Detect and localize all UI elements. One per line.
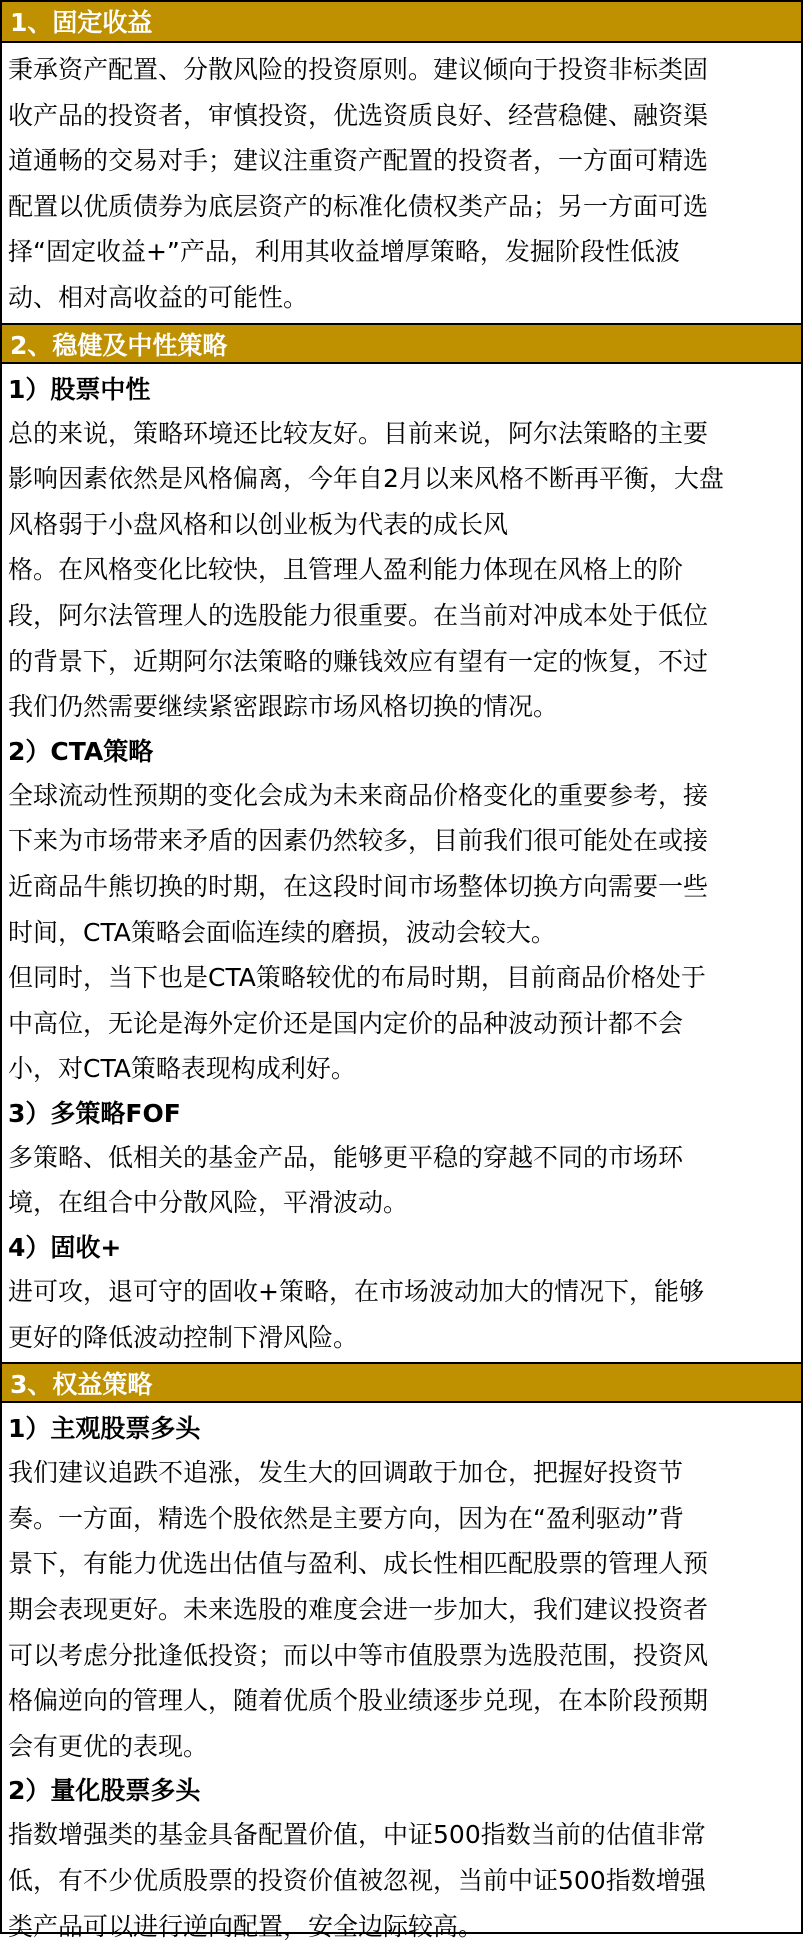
section-content [2, 43, 801, 323]
content-block [8, 1769, 791, 1949]
paragraph-line: 近商品牛熊切换的时期，在这段时间市场整体切换方向需要一些 [8, 871, 709, 901]
paragraph-line: 段，阿尔法管理人的选股能力很重要。在当前对冲成本处于低位 [8, 600, 709, 630]
content-block [8, 730, 791, 1092]
paragraph-line: 格偏逆向的管理人，随着优质个股业绩逐步兑现，在本阶段预期 [8, 1686, 709, 1716]
paragraph-line: 秉承资产配置、分散风险的投资原则。建议倾向于投资非标类固 [8, 55, 709, 84]
paragraph-line: 更好的降低波动控制下滑风险。 [8, 1322, 359, 1352]
paragraph-line: 的背景下，近期阿尔法策略的赚钱效应有望有一定的恢复，不过 [8, 646, 709, 676]
paragraph-line: 择“固定收益+”产品，利用其收益增厚策略，发掘阶段性低波 [8, 237, 680, 267]
section-title: 1、固定收益 [2, 2, 801, 43]
paragraph-line: 指数增强类的基金具备配置价值，中证500指数当前的估值非常 [8, 1820, 706, 1850]
paragraph-line: 低，有不少优质股票的投资价值被忽视，当前中证500指数增强 [8, 1866, 706, 1895]
paragraph-line: 格。在风格变化比较快，且管理人盈利能力体现在风格上的阶 [8, 555, 684, 585]
paragraph-line: 进可攻，退可守的固收+策略，在市场波动加大的情况下，能够 [8, 1277, 704, 1307]
subsection-heading: 4）固收+ [8, 1233, 122, 1263]
paragraph-line: 下来为市场带来矛盾的因素仍然较多，目前我们很可能处在或接 [8, 826, 709, 856]
paragraph-line: 配置以优质债券为底层资产的标准化债权类产品；另一方面可选 [8, 191, 709, 221]
subsection-heading: 1）主观股票多头 [8, 1414, 201, 1444]
paragraph-line: 收产品的投资者，审慎投资，优选资质良好、经营稳健、融资渠 [8, 100, 709, 130]
content-block [8, 47, 791, 321]
paragraph-line: 多策略、低相关的基金产品，能够更平稳的穿越不同的市场环 [8, 1142, 684, 1172]
paragraph-line: 动、相对高收益的可能性。 [8, 282, 309, 312]
section-content [2, 364, 801, 1363]
paragraph-line: 全球流动性预期的变化会成为未来商品价格变化的重要参考，接 [8, 780, 709, 810]
paragraph-line: 小，对CTA策略表现构成利好。 [8, 1054, 356, 1084]
paragraph-line: 期会表现更好。未来选股的难度会进一步加大，我们建议投资者 [8, 1595, 709, 1625]
section-title: 3、权益策略 [2, 1362, 801, 1403]
section-title: 2、稳健及中性策略 [2, 323, 801, 364]
paragraph-line: 类产品可以进行逆向配置，安全边际较高。 [8, 1911, 484, 1941]
paragraph-line: 我们仍然需要继续紧密跟踪市场风格切换的情况。 [8, 692, 559, 722]
subsection-heading: 2）量化股票多头 [8, 1776, 201, 1806]
paragraph-line: 道通畅的交易对手；建议注重资产配置的投资者，一方面可精选 [8, 146, 709, 176]
subsection-heading: 1）股票中性 [8, 374, 151, 404]
paragraph-line: 会有更优的表现。 [8, 1731, 209, 1761]
section-3 [2, 1362, 801, 1951]
section-content [2, 1403, 801, 1951]
content-block [8, 1092, 791, 1226]
content-block [8, 368, 791, 730]
paragraph-line: 影响因素依然是风格偏离，今年自2月以来风格不断再平衡，大盘 [8, 464, 724, 494]
paragraph-line: 总的来说，策略环境还比较友好。目前来说，阿尔法策略的主要 [8, 418, 709, 448]
paragraph-line: 中高位，无论是海外定价还是国内定价的品种波动预计都不会 [8, 1008, 684, 1038]
content-block [8, 1226, 791, 1360]
paragraph-line: 时间，CTA策略会面临连续的磨损，波动会较大。 [8, 917, 556, 947]
paragraph-line: 奏。一方面，精选个股依然是主要方向，因为在“盈利驱动”背 [8, 1503, 684, 1533]
section-2 [2, 323, 801, 1363]
subsection-heading: 3）多策略FOF [8, 1098, 181, 1128]
paragraph-line: 但同时，当下也是CTA策略较优的布局时期，目前商品价格处于 [8, 963, 706, 993]
paragraph-line: 境，在组合中分散风险，平滑波动。 [8, 1188, 409, 1218]
subsection-heading: 2）CTA策略 [8, 736, 154, 766]
paragraph-line: 风格弱于小盘风格和以创业板为代表的成长风 [8, 509, 509, 539]
section-1 [2, 2, 801, 323]
content-block [8, 1407, 791, 1769]
paragraph-line: 我们建议追跌不追涨，发生大的回调敢于加仓，把握好投资节 [8, 1458, 684, 1488]
paragraph-line: 可以考虑分批逢低投资；而以中等市值股票为选股范围，投资风 [8, 1640, 709, 1670]
paragraph-line: 景下，有能力优选出估值与盈利、成长性相匹配股票的管理人预 [8, 1549, 709, 1579]
